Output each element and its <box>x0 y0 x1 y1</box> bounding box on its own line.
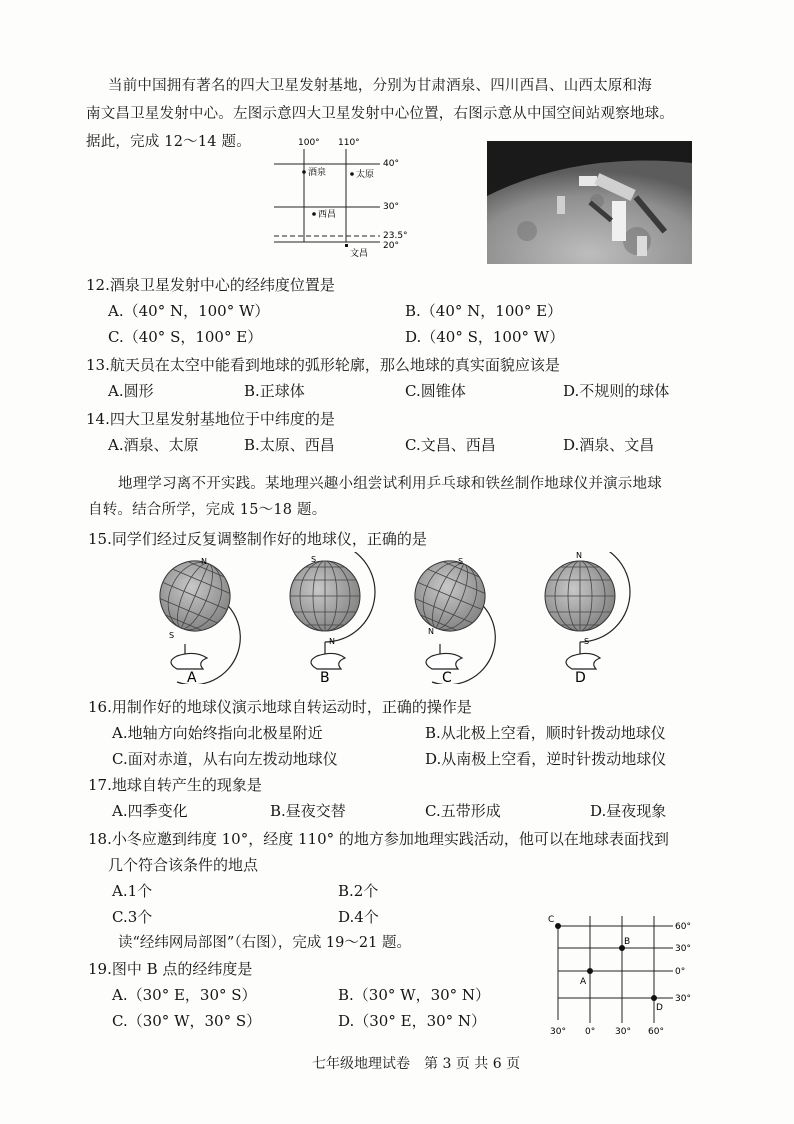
q16-option-d[interactable]: D.从南极上空看，逆时针拨动地球仪 <box>425 750 667 768</box>
site-label-wenchang: 文昌 <box>350 249 369 259</box>
q18-option-a[interactable]: A.1个 <box>112 882 153 900</box>
q14-option-d[interactable]: D.酒泉、文昌 <box>563 436 655 454</box>
q19-option-d[interactable]: D.（30° E，30° N） <box>338 1012 487 1030</box>
space-station-photo <box>487 141 692 264</box>
grid-lon-label: 60° <box>648 1027 664 1037</box>
intro-line-3: 据此，完成 12～14 题。 <box>86 134 251 150</box>
globe-option-label: C <box>442 670 452 684</box>
q17-option-c[interactable]: C.五带形成 <box>425 802 501 820</box>
q18-option-b[interactable]: B.2个 <box>338 882 379 900</box>
q18-option-d[interactable]: D.4个 <box>338 908 379 926</box>
site-label-xichang: 西昌 <box>318 210 337 220</box>
q12-option-d[interactable]: D.（40° S，100° W） <box>405 328 565 346</box>
map-lat-label: 40° <box>383 159 399 169</box>
globe-pole-label: S <box>458 557 464 566</box>
grid-lon-label: 0° <box>585 1027 596 1037</box>
intro3: 读“经纬网局部图”（右图），完成 19～21 题。 <box>118 935 411 951</box>
intro-line-2: 南文昌卫星发射中心。左图示意四大卫星发射中心位置，右图示意从中国空间站观察地球。 <box>86 106 674 122</box>
q12-stem: 12.酒泉卫星发射中心的经纬度位置是 <box>86 276 335 294</box>
grid-point-d <box>651 995 657 1001</box>
grid-point-label: A <box>580 977 587 987</box>
globe-options <box>140 552 640 684</box>
globe-pole-label: S <box>169 631 175 640</box>
q16-stem: 16.用制作好的地球仪演示地球自转运动时，正确的操作是 <box>88 698 472 716</box>
intro-line-1: 当前中国拥有著名的四大卫星发射基地，分别为甘肃酒泉、四川西昌、山西太原和海 <box>108 78 652 94</box>
grid-lon-label: 30° <box>615 1027 631 1037</box>
grid-lat-label: 0° <box>675 967 686 977</box>
globe-pole-label: S <box>584 637 590 646</box>
map-lon-label: 100° <box>298 138 320 148</box>
q19-option-a[interactable]: A.（30° E，30° S） <box>112 986 257 1004</box>
q12-option-a[interactable]: A.（40° N，100° W） <box>108 302 270 320</box>
q13-option-d[interactable]: D.不规则的球体 <box>563 382 670 400</box>
q18-stem-line-1: 18.小冬应邀到纬度 10°，经度 110° 的地方参加地理实践活动，他可以在地球表面找到 <box>88 830 669 848</box>
q17-stem: 17.地球自转产生的现象是 <box>88 776 262 794</box>
q13-option-b[interactable]: B.正球体 <box>244 382 305 400</box>
globe-pole-label: N <box>428 627 434 636</box>
grid-point-c <box>555 923 561 929</box>
q16-option-b[interactable]: B.从北极上空看，顺时针拨动地球仪 <box>425 724 666 742</box>
q14-option-c[interactable]: C.文昌、西昌 <box>405 436 496 454</box>
globe-pole-label: N <box>201 557 207 566</box>
globe-pole-label: S <box>311 555 317 564</box>
q19-option-b[interactable]: B.（30° W，30° N） <box>338 986 491 1004</box>
q18-option-c[interactable]: C.3个 <box>112 908 153 926</box>
globe-option-label: A <box>187 670 197 684</box>
globe-pole-label: N <box>576 552 582 560</box>
grid-lat-label: 60° <box>675 922 691 932</box>
q14-option-b[interactable]: B.太原、西昌 <box>244 436 335 454</box>
q18-stem-line-2: 几个符合该条件的地点 <box>108 856 259 874</box>
grid-point-label: D <box>656 1003 663 1013</box>
intro2-line-2: 自转。结合所学，完成 15～18 题。 <box>88 502 327 518</box>
q15-stem: 15.同学们经过反复调整制作好的地球仪，正确的是 <box>88 530 427 548</box>
page-footer: 七年级地理试卷 第 3 页 共 6 页 <box>312 1056 521 1072</box>
q17-option-b[interactable]: B.昼夜交替 <box>270 802 346 820</box>
map-lat-label: 23.5° <box>383 231 408 241</box>
site-marker <box>350 172 354 176</box>
site-marker <box>345 244 348 247</box>
site-marker <box>302 170 306 174</box>
q19-stem: 19.图中 B 点的经纬度是 <box>88 960 253 978</box>
q13-option-a[interactable]: A.圆形 <box>108 382 154 400</box>
q16-option-a[interactable]: A.地轴方向始终指向北极星附近 <box>112 724 323 742</box>
grid-point-a <box>587 968 593 974</box>
grid-point-label: B <box>624 937 631 947</box>
site-label-taiyuan: 太原 <box>356 170 375 180</box>
q17-option-a[interactable]: A.四季变化 <box>112 802 188 820</box>
globe-c[interactable] <box>404 552 496 684</box>
q13-option-c[interactable]: C.圆锥体 <box>405 382 466 400</box>
globe-b[interactable] <box>290 552 375 684</box>
q16-option-c[interactable]: C.面对赤道，从右向左拨动地球仪 <box>112 750 338 768</box>
map-lat-label: 30° <box>383 202 399 212</box>
globe-a[interactable] <box>149 552 241 684</box>
grid-lat-label: 30° <box>675 944 691 954</box>
intro2-line-1: 地理学习离不开实践。某地理兴趣小组尝试利用乒乓球和铁丝制作地球仪并演示地球 <box>118 476 662 492</box>
q14-option-a[interactable]: A.酒泉、太原 <box>108 436 199 454</box>
lat-lon-grid <box>538 908 698 1040</box>
globe-d[interactable] <box>545 552 630 684</box>
q12-option-c[interactable]: C.（40° S，100° E） <box>108 328 263 346</box>
q17-option-d[interactable]: D.昼夜现象 <box>590 802 667 820</box>
q12-option-b[interactable]: B.（40° N，100° E） <box>405 302 563 320</box>
site-label-jiuquan: 酒泉 <box>308 168 327 178</box>
globe-option-label: D <box>575 670 586 684</box>
map-lat-label: 20° <box>383 241 399 251</box>
launch-site-map <box>268 134 418 264</box>
q13-stem: 13.航天员在太空中能看到地球的弧形轮廓，那么地球的真实面貌应该是 <box>86 356 560 374</box>
globe-pole-label: N <box>329 637 335 646</box>
q19-option-c[interactable]: C.（30° W，30° S） <box>112 1012 262 1030</box>
site-marker <box>312 212 316 216</box>
map-lon-label: 110° <box>338 138 360 148</box>
globe-option-label: B <box>320 670 330 684</box>
q14-stem: 14.四大卫星发射基地位于中纬度的是 <box>86 410 335 428</box>
grid-lon-label: 30° <box>550 1027 566 1037</box>
grid-lat-label: 30° <box>675 994 691 1004</box>
grid-point-label: C <box>548 915 555 925</box>
